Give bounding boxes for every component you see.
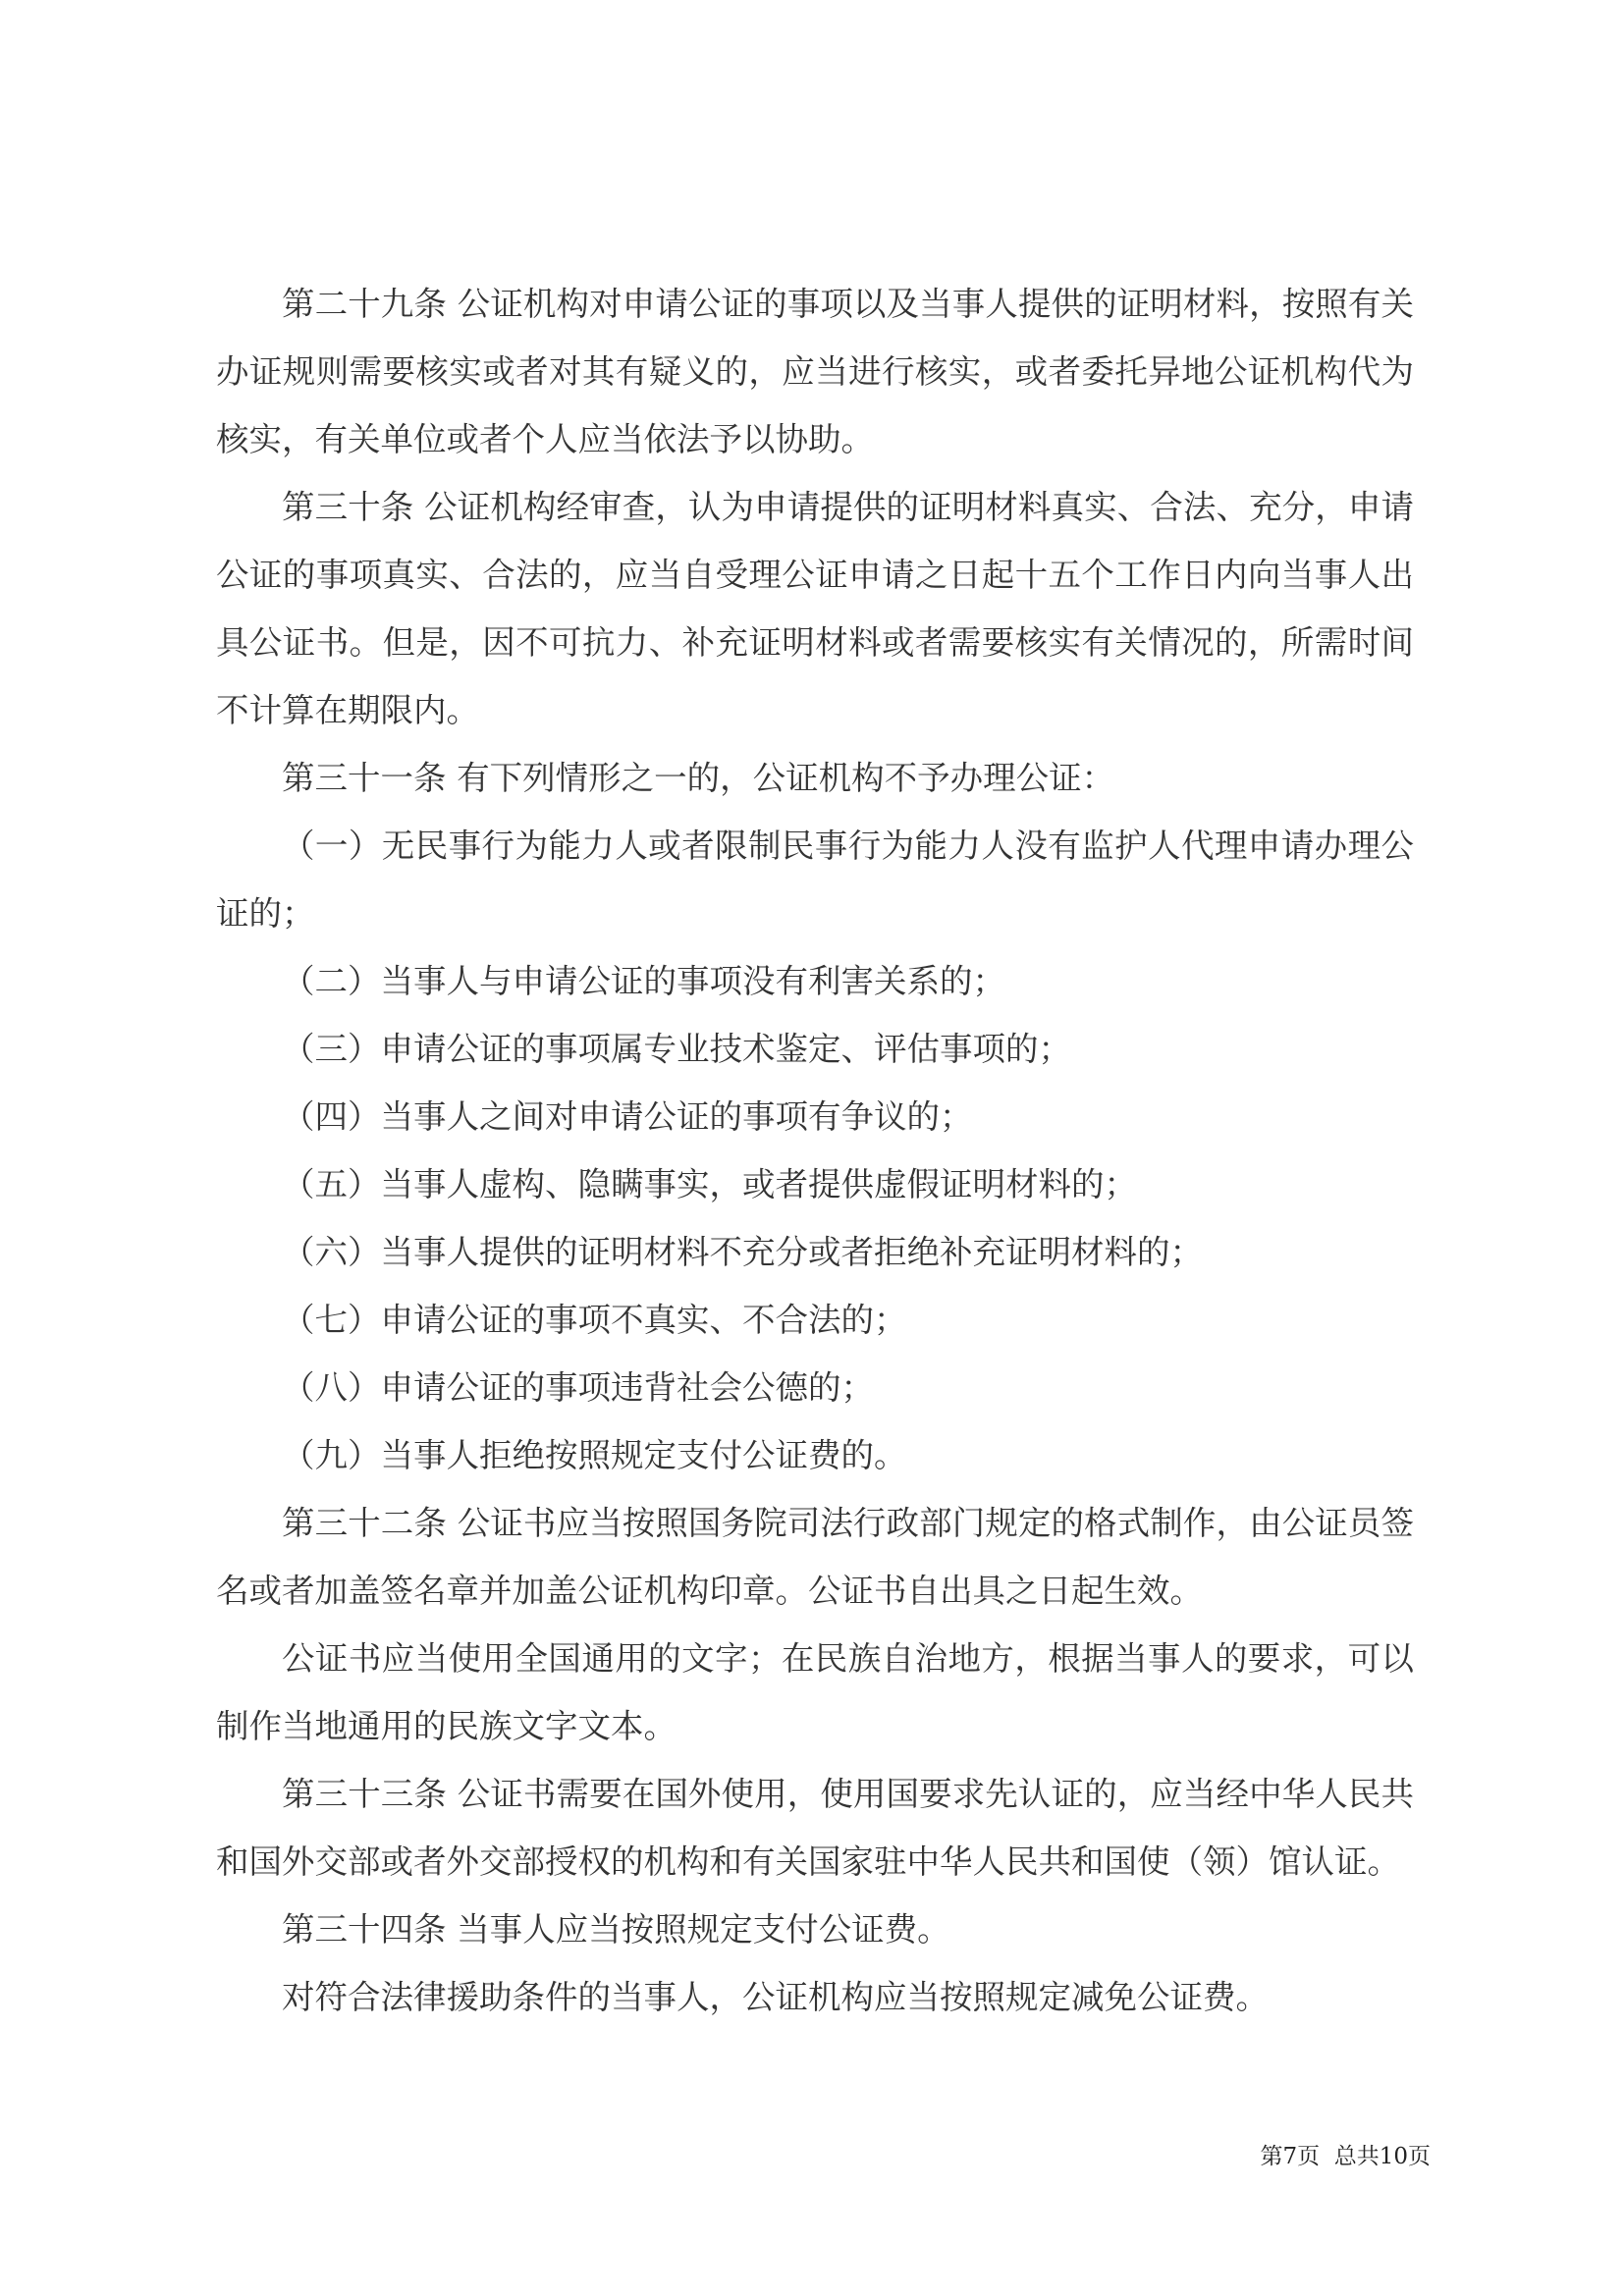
article-32: 第三十二条 公证书应当按照国务院司法行政部门规定的格式制作，由公证员签名或者加盖签名章并加盖公证机构印章。公证书自出具之日起生效。 xyxy=(216,1504,1414,1610)
article-31-item-2: （二）当事人与申请公证的事项没有利害关系的； xyxy=(282,962,1005,1000)
article-31-item-8: （八）申请公证的事项违背社会公德的； xyxy=(282,1368,874,1407)
article-31-item-5: （五）当事人虚构、隐瞒事实，或者提供虚假证明材料的； xyxy=(282,1165,1137,1203)
article-29: 第二十九条 公证机构对申请公证的事项以及当事人提供的证明材料，按照有关办证规则需要核实或者对其有疑义的，应当进行核实，或者委托异地公证机构代为核实，有关单位或者个人应当依法予以协助。 xyxy=(216,285,1414,458)
article-31-item-9: （九）当事人拒绝按照规定支付公证费的。 xyxy=(282,1436,907,1474)
article-31-item-4: （四）当事人之间对申请公证的事项有争议的； xyxy=(282,1097,973,1136)
article-30: 第三十条 公证机构经审查，认为申请提供的证明材料真实、合法、充分，申请公证的事项真实、合法的，应当自受理公证申请之日起十五个工作日内向当事人出具公证书。但是，因不可抗力、补充证明材料或者需要核实有关情况的，所需时间不计算在期限内。 xyxy=(216,488,1414,729)
article-33: 第三十三条 公证书需要在国外使用，使用国要求先认证的，应当经中华人民共和国外交部或者外交部授权的机构和有关国家驻中华人民共和国使（领）馆认证。 xyxy=(216,1775,1414,1881)
document-body xyxy=(216,270,1414,2031)
article-34: 第三十四条 当事人应当按照规定支付公证费。 xyxy=(282,1910,950,1949)
article-34-paragraph-2: 对符合法律援助条件的当事人，公证机构应当按照规定减免公证费。 xyxy=(282,1978,1269,2016)
article-31-item-1: （一）无民事行为能力人或者限制民事行为能力人没有监护人代理申请办理公证的； xyxy=(216,827,1414,933)
page-number: 第7页 总共10页 xyxy=(1260,2144,1431,2169)
page-footer xyxy=(1260,2138,1431,2170)
article-31-item-6: （六）当事人提供的证明材料不充分或者拒绝补充证明材料的； xyxy=(282,1233,1203,1271)
article-31: 第三十一条 有下列情形之一的，公证机构不予办理公证： xyxy=(282,759,1115,797)
article-31-item-7: （七）申请公证的事项不真实、不合法的； xyxy=(282,1301,907,1339)
article-32-paragraph-2: 公证书应当使用全国通用的文字；在民族自治地方，根据当事人的要求，可以制作当地通用的民族文字文本。 xyxy=(216,1639,1414,1745)
article-31-item-3: （三）申请公证的事项属专业技术鉴定、评估事项的； xyxy=(282,1030,1071,1068)
